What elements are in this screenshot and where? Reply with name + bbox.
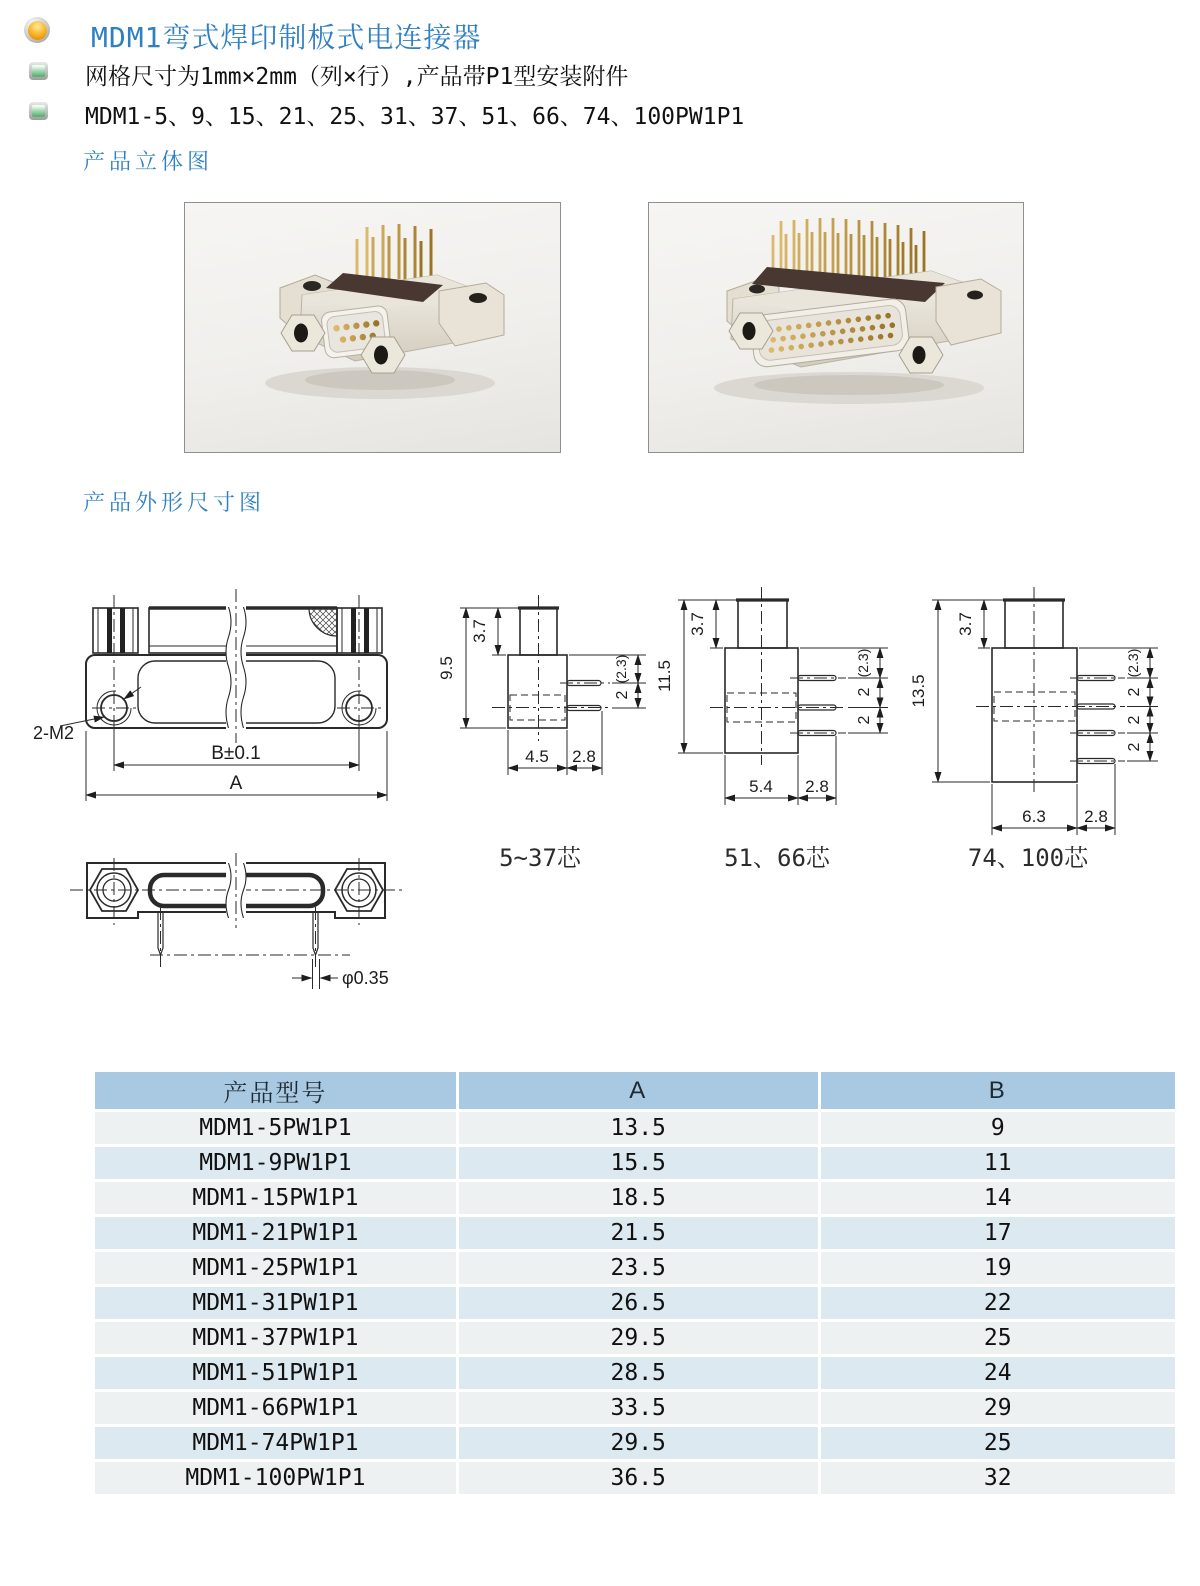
table-row (95, 1217, 1175, 1249)
table-row (95, 1252, 1175, 1284)
dim-label-2m2: 2-M2 (33, 723, 75, 743)
dim-first-pin-2: (2.3) (855, 648, 871, 678)
table-cell: 14 (821, 1182, 1175, 1214)
table-cell: 29 (821, 1392, 1175, 1424)
table-cell: 36.5 (459, 1462, 818, 1494)
dim-body-width-1: 4.5 (525, 747, 549, 766)
col-header-b: B (821, 1072, 1175, 1109)
dim-pitch-2b: 2 (856, 715, 873, 725)
table-row (95, 1462, 1175, 1494)
dim-pin-length-2: 2.8 (805, 777, 829, 796)
table-cell: MDM1-37PW1P1 (95, 1322, 456, 1354)
table-cell: 25 (821, 1322, 1175, 1354)
grid-size-note: 网格尺寸为1mm×2mm（列×行）,产品带P1型安装附件 (85, 64, 629, 90)
table-cell: 32 (821, 1462, 1175, 1494)
table-cell: 22 (821, 1287, 1175, 1319)
page-title: MDM1弯式焊印制板式电连接器 (91, 21, 482, 54)
dim-pitch-2a: 2 (856, 687, 873, 697)
table-row (95, 1392, 1175, 1424)
dim-label-a: A (229, 773, 243, 794)
dim-boss-height-3: 3.7 (956, 612, 975, 636)
green-square-icon (29, 62, 48, 80)
table-cell: 13.5 (459, 1112, 818, 1144)
spec-table (92, 1069, 1178, 1497)
dim-pitch-3a: 2 (1126, 687, 1143, 697)
table-cell: 9 (821, 1112, 1175, 1144)
table-cell: 15.5 (459, 1147, 818, 1179)
table-cell: MDM1-15PW1P1 (95, 1182, 456, 1214)
dim-first-pin-3: (2.3) (1125, 648, 1141, 678)
connector-photo-small (185, 203, 560, 452)
dim-total-height-1: 9.5 (437, 656, 456, 680)
table-row (95, 1147, 1175, 1179)
dim-total-height-2: 11.5 (655, 660, 674, 692)
table-cell: 25 (821, 1427, 1175, 1459)
table-cell: MDM1-5PW1P1 (95, 1112, 456, 1144)
dim-boss-height-2: 3.7 (688, 612, 707, 636)
col-header-model: 产品型号 (95, 1072, 456, 1109)
table-cell: 29.5 (459, 1427, 818, 1459)
dim-pin-length-3: 2.8 (1084, 807, 1108, 826)
table-cell: 29.5 (459, 1322, 818, 1354)
side-view-drawings (430, 575, 1170, 875)
table-cell: 21.5 (459, 1217, 818, 1249)
table-cell: 26.5 (459, 1287, 818, 1319)
caption-view-2: 51、66芯 (724, 844, 830, 872)
table-row (95, 1287, 1175, 1319)
orange-dot-icon (24, 17, 50, 43)
table-row (95, 1427, 1175, 1459)
table-header-row (95, 1072, 1175, 1109)
table-cell: 19 (821, 1252, 1175, 1284)
model-list-note: MDM1-5、9、15、21、25、31、37、51、66、74、100PW1P1 (85, 104, 745, 130)
connector-photo-large (649, 203, 1023, 452)
caption-view-1: 5~37芯 (499, 844, 581, 872)
front-and-bottom-view-drawing (20, 575, 450, 1005)
table-row (95, 1182, 1175, 1214)
table-row (95, 1112, 1175, 1144)
table-cell: 11 (821, 1147, 1175, 1179)
table-row (95, 1357, 1175, 1389)
table-cell: MDM1-51PW1P1 (95, 1357, 456, 1389)
photo-panel-large (648, 202, 1024, 453)
dim-pin-length-1: 2.8 (572, 747, 596, 766)
table-cell: 24 (821, 1357, 1175, 1389)
dim-label-b: B±0.1 (211, 743, 261, 764)
dim-pitch-3b: 2 (1126, 715, 1143, 725)
table-cell: MDM1-21PW1P1 (95, 1217, 456, 1249)
table-cell: MDM1-100PW1P1 (95, 1462, 456, 1494)
dim-pitch-1: 2 (614, 690, 631, 700)
dim-total-height-3: 13.5 (909, 674, 928, 708)
table-cell: 33.5 (459, 1392, 818, 1424)
table-cell: MDM1-25PW1P1 (95, 1252, 456, 1284)
table-cell: MDM1-9PW1P1 (95, 1147, 456, 1179)
dim-body-width-3: 6.3 (1022, 807, 1046, 826)
table-row (95, 1322, 1175, 1354)
dim-body-width-2: 5.4 (749, 777, 773, 796)
hatched-section (309, 608, 337, 636)
dim-boss-height-1: 3.7 (470, 619, 489, 643)
photo-panel-small (184, 202, 561, 453)
dim-first-pin-1: (2.3) (613, 654, 629, 684)
spec-table-body (95, 1112, 1175, 1494)
section-title-dimensions: 产品外形尺寸图 (83, 490, 266, 515)
col-header-a: A (459, 1072, 818, 1109)
dim-pitch-3c: 2 (1126, 742, 1143, 752)
table-cell: MDM1-66PW1P1 (95, 1392, 456, 1424)
table-cell: MDM1-74PW1P1 (95, 1427, 456, 1459)
table-cell: MDM1-31PW1P1 (95, 1287, 456, 1319)
section-title-photos: 产品立体图 (83, 149, 214, 174)
green-square-icon (29, 102, 48, 120)
caption-view-3: 74、100芯 (967, 844, 1089, 872)
table-cell: 17 (821, 1217, 1175, 1249)
table-cell: 28.5 (459, 1357, 818, 1389)
table-cell: 18.5 (459, 1182, 818, 1214)
table-cell: 23.5 (459, 1252, 818, 1284)
dim-label-pin-diameter: φ0.35 (342, 968, 389, 988)
